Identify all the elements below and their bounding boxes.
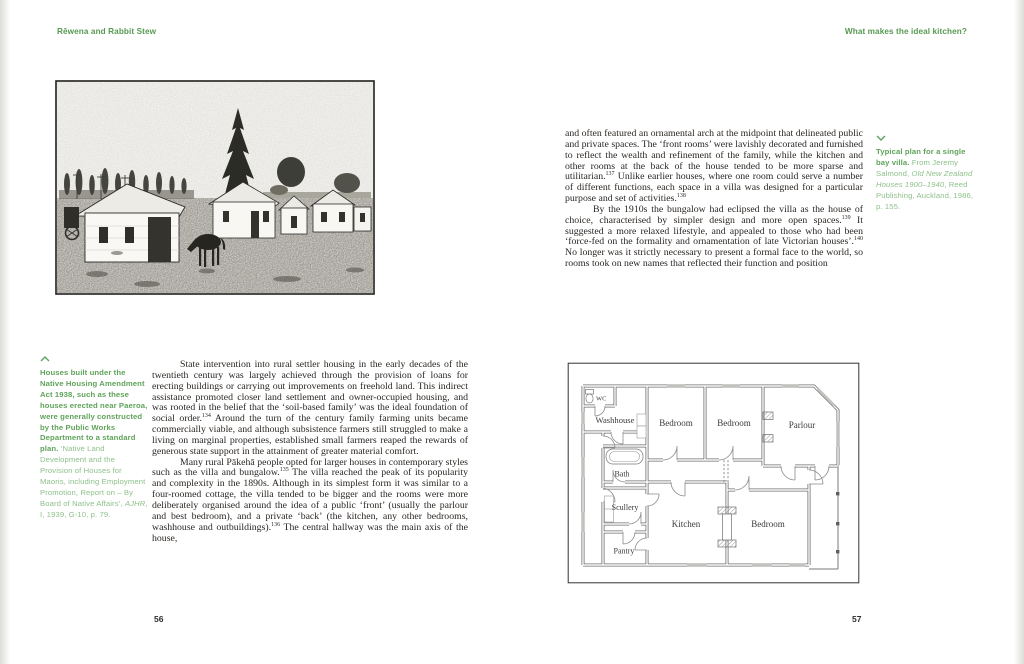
paragraph	[152, 458, 468, 545]
footnote-ref: 136	[271, 521, 281, 528]
footnote-ref: 140	[854, 236, 863, 243]
footnote-ref: 134	[201, 413, 211, 420]
caption-right-lead: Typical plan for a single bay villa.	[876, 147, 966, 167]
bathtub	[606, 449, 643, 464]
text-run: By the 1910s the bungalow had eclipsed the villa as the house of choice, characterised by simpler design and more open spaces.	[565, 203, 863, 226]
floor-plan	[567, 362, 860, 584]
footnote-ref: 137	[605, 171, 615, 178]
text-run: The central hallway was the main axis of the house,	[152, 521, 468, 544]
text-run: No longer was it strictly necessary to present a formal face to the world, so rooms took on new names that reflected their function and position	[565, 247, 863, 270]
toilet	[586, 390, 594, 404]
caption-left-cite-italic: AJHR	[124, 498, 146, 508]
text-run: State intervention into rural settler housing in the early decades of the twentieth century was largely achieved through the provision of loans for erecting buildings or carrying out improvements on freehold land. This indirect assistance promoted closer land settlement and owner-occupied housing, and was rooted in the belief that the ‘soil-based family’ was the ideal foundation of social order.	[152, 359, 468, 425]
floor-plan-figure	[567, 362, 860, 584]
closet	[637, 414, 646, 426]
closet	[637, 426, 646, 438]
page-edge-left	[0, 0, 10, 664]
chevron-down-icon	[876, 135, 886, 141]
page-edge-right	[1014, 0, 1024, 664]
paragraph	[565, 205, 863, 270]
page-number-left: 56	[154, 614, 164, 624]
text-run: Around the turn of the century family farming units became commercially viable, and although subsistence farmers still struggled to make a living on marginal properties, established small farmers reaped the rewards of generous state support in the attainment of greater material comfort.	[152, 413, 468, 457]
paragraph	[565, 129, 863, 205]
running-head-right: What makes the ideal kitchen?	[844, 27, 967, 36]
caption-left-cite-post: , I, 1939, G-10, p. 79.	[40, 498, 148, 519]
page-number-right: 57	[852, 614, 862, 624]
running-head-left: Rēwena and Rabbit Stew	[57, 27, 157, 36]
room-label-wc: WC	[596, 395, 607, 403]
room-label-bath: Bath	[614, 469, 630, 479]
room-label-bedroom-3: Bedroom	[751, 519, 785, 529]
footnote-ref: 138	[676, 193, 686, 200]
caption-right	[876, 135, 976, 212]
room-label-pantry: Pantry	[613, 546, 635, 556]
caption-right-cite-italic: Old New Zealand Houses 1900–1940	[876, 168, 973, 189]
text-run: Many rural Pākehā people opted for larger houses in contemporary styles such as the villa and bungalow.	[152, 456, 468, 479]
body-text-right	[565, 129, 863, 270]
photo-houses-paeroa	[55, 80, 375, 295]
text-run: The villa reached the peak of its popularity and complexity in the 1890s. Although in its simplest form it was similar to a four-roomed cottage, the villa tended to be bigger and the rooms were more deliberately organised around the idea of a public ‘front’ (usually the parlour and best bedroom), and a private ‘back’ (the kitchen, any other bedrooms, washhouse and outbuildings).	[152, 467, 469, 533]
photo-illustration	[55, 80, 375, 295]
caption-left-cite: ‘Native Land Development and the Provision of Houses for Maoris, including Employment Promotion, Report on – By Board of Native Affairs’,	[40, 444, 146, 508]
room-label-kitchen: Kitchen	[671, 519, 701, 529]
text-run: It suggested a more relaxed lifestyle, and appealed to those who had been ‘force-fed on the formality and ornamentation of late Victorian houses’.	[565, 214, 863, 248]
caption-left-lead: Houses built under the Native Housing Amendment Act 1938, such as these houses erected near Paeroa, were generally constructed by the Public Works Department to a standard plan.	[40, 368, 148, 454]
room-label-parlour: Parlour	[788, 420, 816, 430]
footnote-ref: 135	[279, 467, 289, 474]
chevron-up-icon	[40, 356, 50, 362]
room-label-washhouse: Washhouse	[595, 415, 635, 425]
caption-left	[40, 356, 148, 521]
room-label-bedroom-2: Bedroom	[717, 418, 751, 428]
caption-right-cite: From Jeremy Salmond,	[876, 157, 959, 178]
footnote-ref: 139	[841, 214, 851, 221]
paragraph	[152, 360, 468, 458]
room-label-bedroom-1: Bedroom	[659, 418, 693, 428]
caption-right-cite-post: , Reed Publishing, Auckland, 1986, p. 155.	[876, 179, 974, 211]
body-text-left	[152, 360, 468, 544]
text-run: Unlike earlier houses, where one room could serve a number of different functions, each space in a villa was designed for a particular purpose and set of activities.	[565, 171, 863, 205]
room-label-scullery: Scullery	[611, 503, 639, 512]
text-run: and often featured an ornamental arch at the midpoint that delineated public and private spaces. The ‘front rooms’ were lavishly decorated and furnished to reflect the wealth and refinement of the family, while the kitchen and other rooms at the back of the house tended to be more sparse and utilitarian.	[565, 128, 863, 183]
